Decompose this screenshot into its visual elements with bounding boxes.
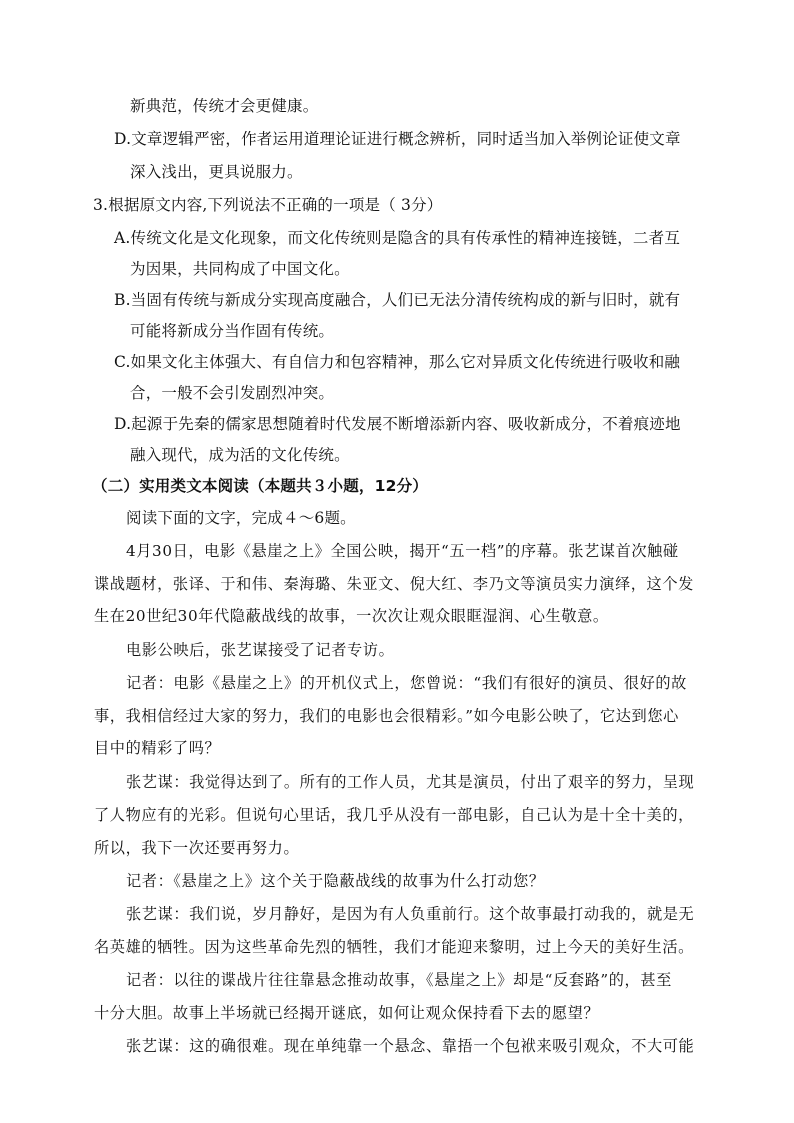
- article-p1-line3: 生在20世纪30年代隐蔽战线的故事，一次次让观众眼眶湿润、心生敬意。: [94, 607, 609, 625]
- q2-option-d-line1: D.文章逻辑严密，作者运用道理论证进行概念辨析，同时适当加入举例论证使文章: [114, 130, 681, 148]
- article-p4-line2: 了人物应有的光彩。但说句心里话，我几乎从没有一部电影，自己认为是十全十美的，: [94, 806, 694, 824]
- section-instruction: 阅读下面的文字，完成４～6题。: [126, 509, 356, 527]
- article-p7-line1: 记者：以往的谍战片往往靠悬念推动故事，《悬崖之上》却是“反套路”的，甚至: [126, 971, 672, 989]
- article-p1-line1: 4月30日，电影《悬崖之上》全国公映，揭开“五一档”的序幕。张艺谋首次触碰: [126, 542, 679, 560]
- q3-option-d-line2: 融入现代，成为活的文化传统。: [130, 446, 350, 464]
- q3-option-d-line1: D.起源于先秦的儒家思想随着时代发展不断增添新内容、吸收新成分，不着痕迹地: [114, 415, 681, 433]
- q3-option-c-line1: C.如果文化主体强大、有自信力和包容精神，那么它对异质文化传统进行吸收和融: [114, 353, 681, 371]
- q3-option-a-line2: 为因果，共同构成了中国文化。: [130, 260, 350, 278]
- article-p2: 电影公映后，张艺谋接受了记者专访。: [126, 641, 395, 659]
- article-p8-line1: 张艺谋：这的确很难。现在单纯靠一个悬念、靠捂一个包袱来吸引观众，不大可能: [126, 1037, 695, 1055]
- q3-option-b-line1: B.当固有传统与新成分实现高度融合，人们已无法分清传统构成的新与旧时，就有: [114, 291, 681, 309]
- article-p3-line3: 目中的精彩了吗？: [94, 739, 221, 757]
- article-p1-line2: 谍战题材，张译、于和伟、秦海璐、朱亚文、倪大红、李乃文等演员实力演绎，这个发: [94, 575, 694, 593]
- q3-option-b-line2: 可能将新成分当作固有传统。: [130, 322, 335, 340]
- article-p5: 记者：《悬崖之上》这个关于隐蔽战线的故事为什么打动您？: [126, 872, 545, 890]
- article-p6-line1: 张艺谋：我们说，岁月静好，是因为有人负重前行。这个故事最打动我的，就是无: [126, 905, 695, 923]
- q3-option-c-line2: 合，一般不会引发剧烈冲突。: [130, 384, 335, 402]
- article-p3-line2: 事，我相信经过大家的努力，我们的电影也会很精彩。”如今电影公映了，它达到您心: [94, 707, 679, 725]
- q2-option-d-line2: 深入浅出，更具说服力。: [130, 163, 303, 181]
- article-p6-line2: 名英雄的牺牲。因为这些革命先烈的牺牲，我们才能迎来黎明，过上今天的美好生活。: [94, 938, 694, 956]
- article-p7-line2: 十分大胆。故事上半场就已经揭开谜底，如何让观众保持看下去的愿望？: [94, 1004, 600, 1022]
- article-p4-line3: 所以，我下一次还要再努力。: [94, 839, 300, 857]
- q3-stem: 3.根据原文内容,下列说法不正确的一项是（ 3分）: [93, 196, 443, 214]
- q2-option-c-continuation: 新典范，传统才会更健康。: [130, 97, 319, 115]
- article-p3-line1: 记者：电影《悬崖之上》的开机仪式上，您曾说：“我们有很好的演员、很好的故: [126, 674, 687, 692]
- section-heading: （二）实用类文本阅读（本题共３小题，12分）: [92, 477, 428, 495]
- q3-option-a-line1: A.传统文化是文化现象，而文化传统则是隐含的具有传承性的精神连接链，二者互: [114, 229, 681, 247]
- article-p4-line1: 张艺谋：我觉得达到了。所有的工作人员，尤其是演员，付出了艰辛的努力，呈现: [126, 773, 695, 791]
